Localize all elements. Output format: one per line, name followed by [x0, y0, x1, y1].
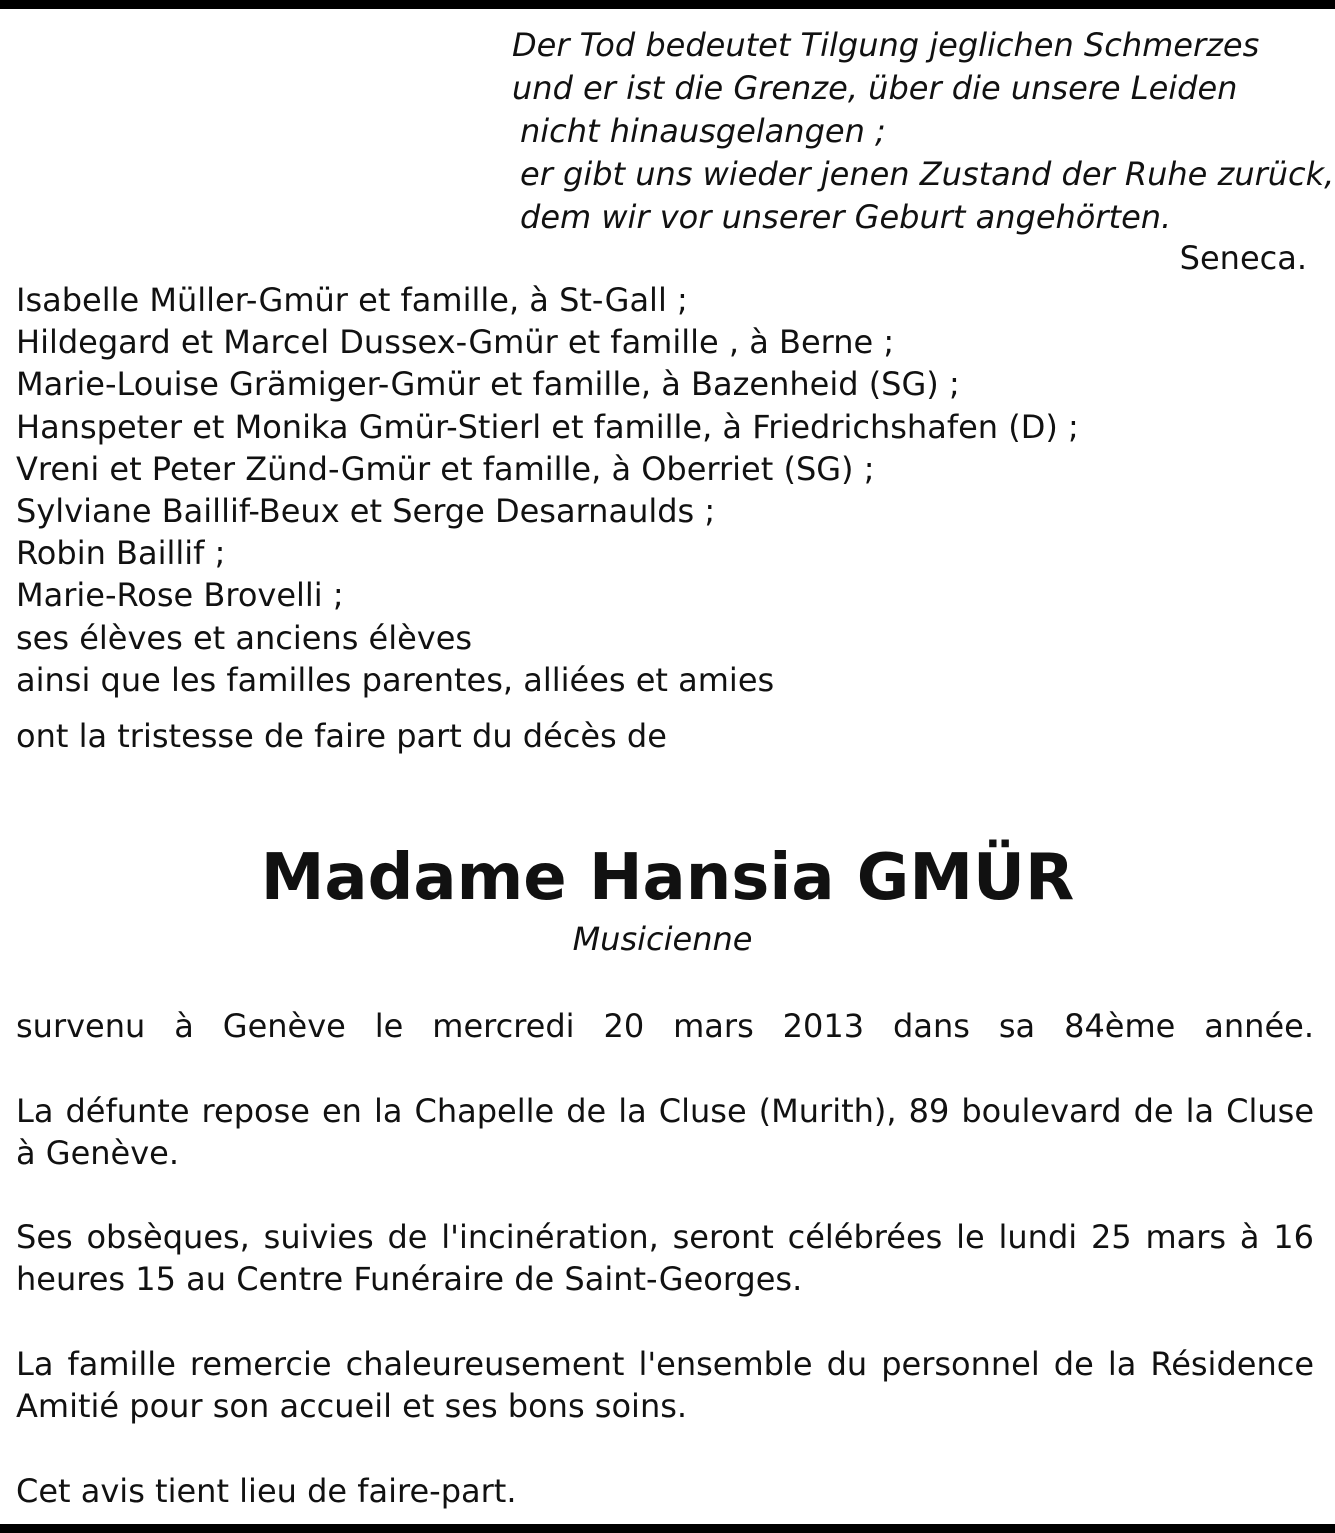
- top-border-rule: [0, 0, 1335, 9]
- mourner-line: ses élèves et anciens élèves: [16, 618, 473, 657]
- quote-author: Seneca.: [1179, 239, 1307, 277]
- announcement-intro: ont la tristesse de faire part du décès de: [16, 717, 667, 755]
- notice-paragraph: Cet avis tient lieu de faire-part.: [16, 1472, 517, 1510]
- mourner-line: ainsi que les familles parentes, alliées et amies: [16, 660, 775, 699]
- rest-place-paragraph: La défunte repose en la Chapelle de la Cluse (Murith), 89 boulevard de la Cluse à Genève.: [16, 1092, 1314, 1172]
- mourners-list: [16, 279, 1316, 701]
- bottom-border-rule: [0, 1524, 1335, 1533]
- thanks-paragraph: La famille remercie chaleureusement l'ensemble du personnel de la Résidence Amitié pour son accueil et ses bons soins.: [16, 1345, 1314, 1425]
- mourner-line: Isabelle Müller-Gmür et famille, à St-Gall ;: [16, 281, 688, 319]
- epigraph-quote: [512, 24, 1335, 239]
- mourner-line: Sylviane Baillif-Beux et Serge Desarnaulds ;: [16, 492, 716, 531]
- quote-line: Der Tod bedeutet Tilgung jeglichen Schmerzes: [512, 26, 1260, 64]
- quote-line: dem wir vor unserer Geburt angehörten.: [520, 198, 1172, 236]
- deceased-profession: Musicienne: [572, 920, 753, 958]
- mourner-line: Hanspeter et Monika Gmür-Stierl et famille, à Friedrichshafen (D) ;: [16, 407, 1079, 446]
- mourner-line: Hildegard et Marcel Dussex-Gmür et famille , à Berne ;: [16, 323, 895, 362]
- mourner-line: Marie-Rose Brovelli ;: [16, 576, 344, 615]
- mourner-line: Marie-Louise Grämiger-Gmür et famille, à Bazenheid (SG) ;: [16, 365, 960, 404]
- quote-line: nicht hinausgelangen ;: [520, 112, 886, 150]
- mourner-line: Vreni et Peter Zünd-Gmür et famille, à Oberriet (SG) ;: [16, 449, 875, 488]
- deceased-name: Madame Hansia GMÜR: [260, 841, 1075, 915]
- funeral-paragraph: Ses obsèques, suivies de l'incinération, seront célébrées le lundi 25 mars à 16 heures 15 au Centre Funéraire de Saint-Georges.: [16, 1218, 1314, 1298]
- mourner-line: Robin Baillif ;: [16, 534, 226, 573]
- quote-line: und er ist die Grenze, über die unsere Leiden: [512, 69, 1238, 107]
- quote-line: er gibt uns wieder jenen Zustand der Ruhe zurück,: [520, 155, 1335, 193]
- death-paragraph: survenu à Genève le mercredi 20 mars 2013 dans sa 84ème année.: [16, 1007, 1314, 1045]
